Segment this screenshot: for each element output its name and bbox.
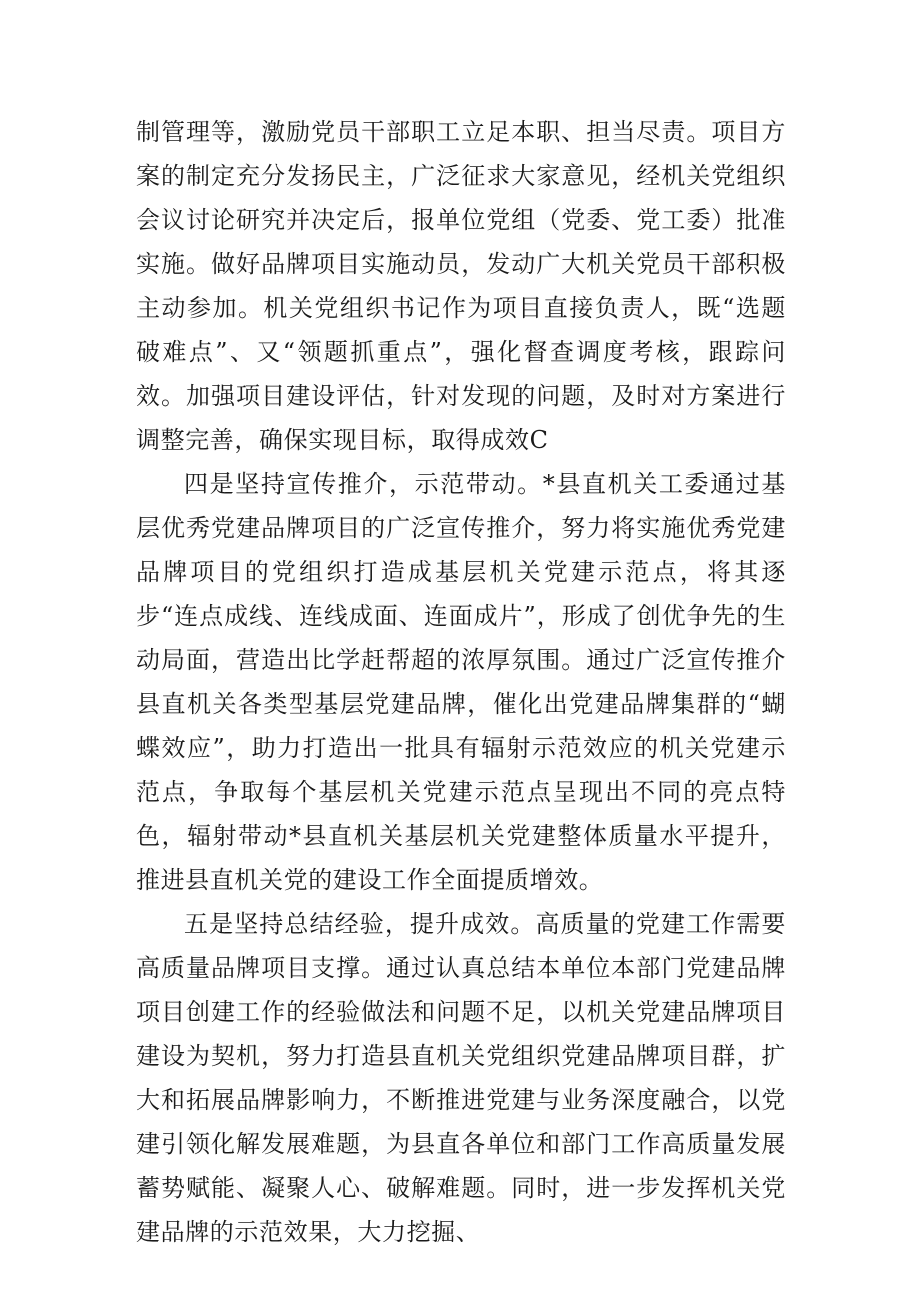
paragraph-project-management: 制管理等，激励党员干部职工立足本职、担当尽责。项目方案的制定充分发扬民主，广泛征求大家意见，经机关党组织会议讨论研究并决定后，报单位党组（党委、党工委）批准实施。做好品牌项目实施动员，发动广大机关党员干部积极主动参加。机关党组织书记作为项目直接负责人，既“选题破难点”、又“领题抓重点”，强化督查调度考核，跟踪问效。加强项目建设评估，针对发现的问题，及时对方案进行调整完善，确保实现目标，取得成效C: [136, 118, 786, 454]
document-body: [136, 110, 786, 1254]
paragraph-summarize-experience: 五是坚持总结经验，提升成效。高质量的党建工作需要高质量品牌项目支撑。通过认真总结本单位本部门党建品牌项目创建工作的经验做法和问题不足，以机关党建品牌项目建设为契机，努力打造县直机关党组织党建品牌项目群，扩大和拓展品牌影响力，不断推进党建与业务深度融合，以党建引领化解发展难题，为县直各单位和部门工作高质量发展蓄势赋能、凝聚人心、破解难题。同时，进一步发挥机关党建品牌的示范效果，大力挖掘、: [136, 910, 786, 1246]
paragraph-publicity-promotion: 四是坚持宣传推介，示范带动。*县直机关工委通过基层优秀党建品牌项目的广泛宣传推介，努力将实施优秀党建品牌项目的党组织打造成基层机关党建示范点，将其逐步“连点成线、连线成面、连面成片”，形成了创优争先的生动局面，营造出比学赶帮超的浓厚氛围。通过广泛宣传推介县直机关各类型基层党建品牌，催化出党建品牌集群的“蝴蝶效应”，助力打造出一批具有辐射示范效应的机关党建示范点，争取每个基层机关党建示范点呈现出不同的亮点特色，辐射带动*县直机关基层机关党建整体质量水平提升，推进县直机关党的建设工作全面提质增效。: [136, 470, 786, 894]
